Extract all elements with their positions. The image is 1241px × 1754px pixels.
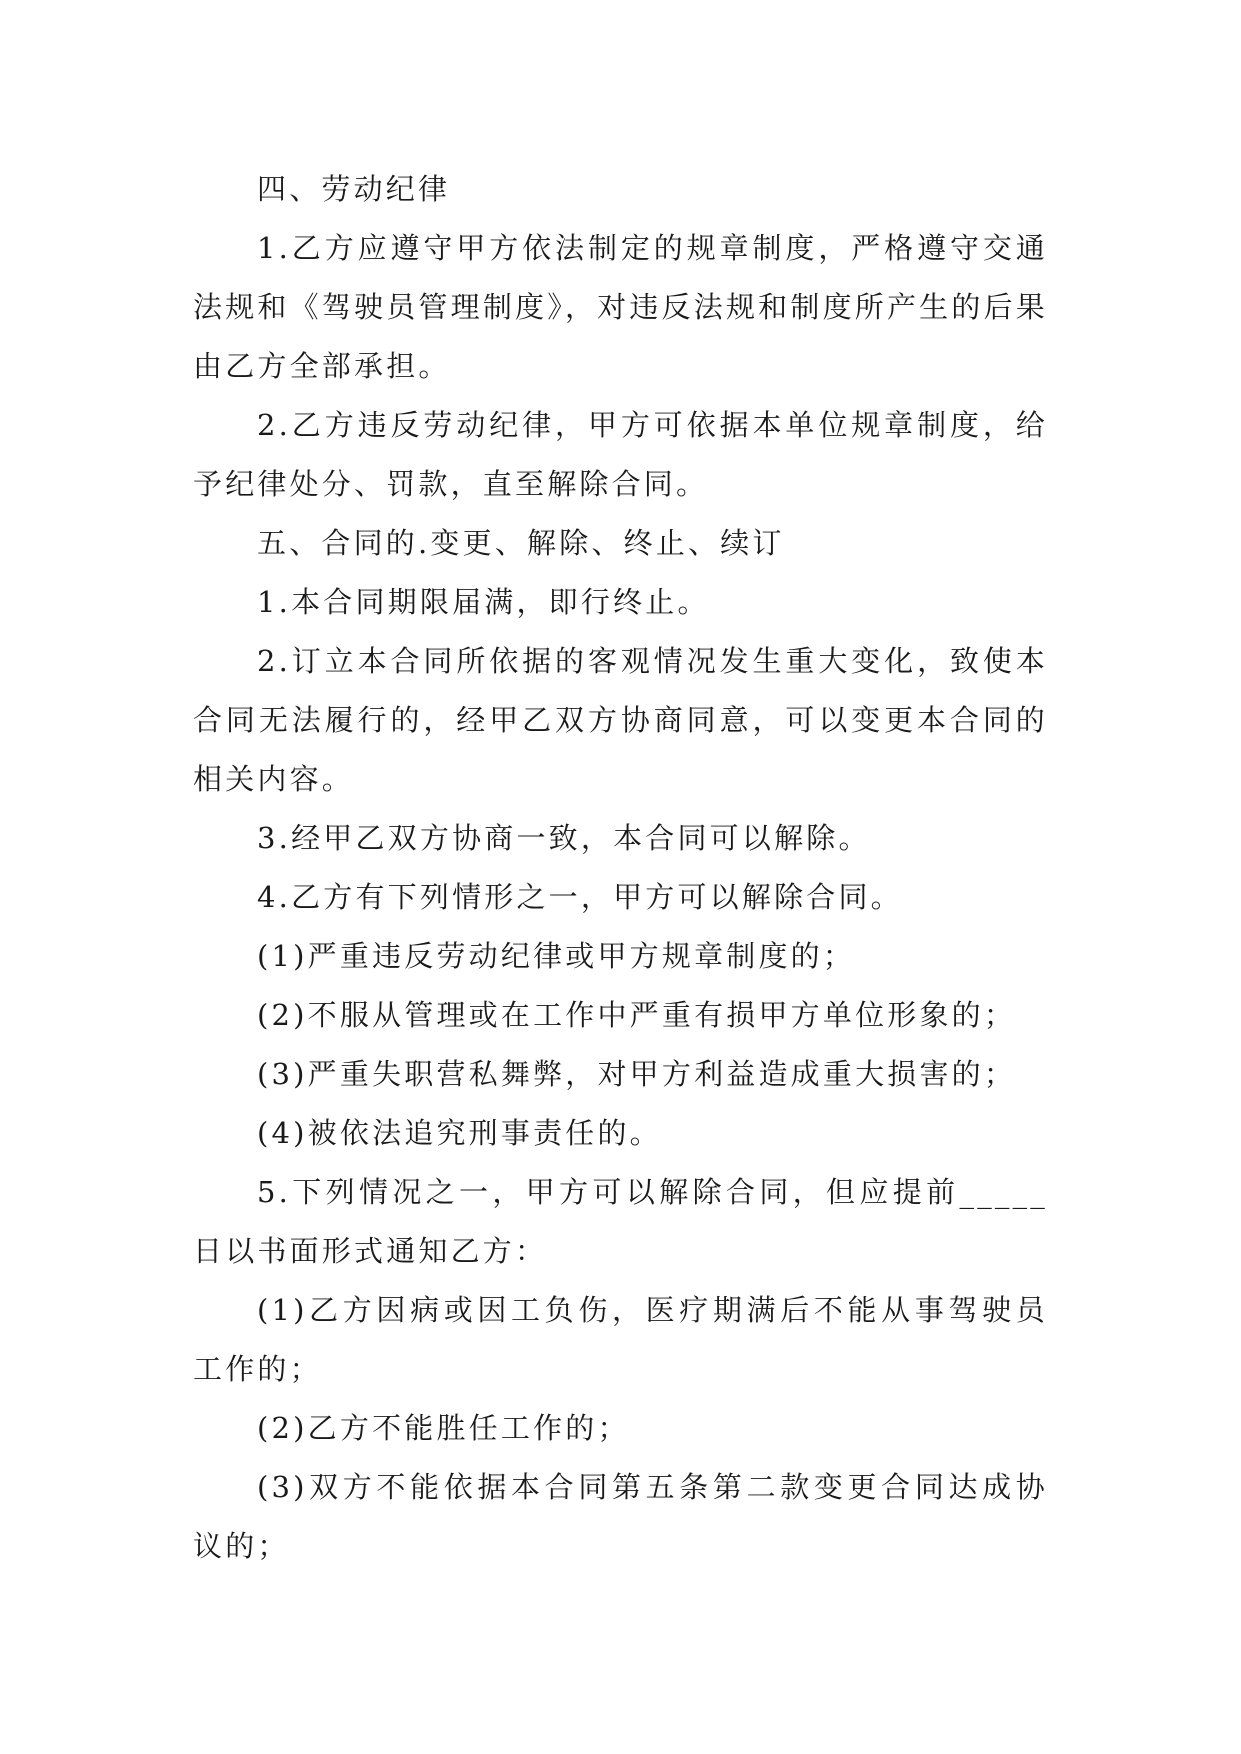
clause-5-1: 1.本合同期限届满，即行终止。	[257, 585, 710, 619]
clause-5-4-item-4: (4)被依法追究刑事责任的。	[257, 1116, 662, 1150]
clause-5-4-item-1: (1)严重违反劳动纪律或甲方规章制度的；	[257, 939, 856, 973]
section-heading-contract-changes: 五、合同的.变更、解除、终止、续订	[257, 526, 785, 560]
clause-4-2: 2.乙方违反劳动纪律，甲方可依据本单位规章制度，给予纪律处分、罚款，直至解除合同。	[193, 408, 1048, 501]
clause-5-5-item-3: (3)双方不能依据本合同第五条第二款变更合同达成协议的；	[193, 1470, 1048, 1563]
clause-5-4: 4.乙方有下列情形之一，甲方可以解除合同。	[257, 880, 903, 914]
clause-5-4-item-2: (2)不服从管理或在工作中严重有损甲方单位形象的；	[257, 998, 1017, 1032]
document-body	[193, 160, 1048, 1576]
clause-5-5-item-1: (1)乙方因病或因工负伤，医疗期满后不能从事驾驶员工作的；	[193, 1293, 1048, 1386]
section-heading-labor-discipline: 四、劳动纪律	[257, 172, 451, 206]
clause-5-3: 3.经甲乙双方协商一致，本合同可以解除。	[257, 821, 871, 855]
clause-5-5-item-2: (2)乙方不能胜任工作的；	[257, 1411, 630, 1445]
clause-5-4-item-3: (3)严重失职营私舞弊，对甲方利益造成重大损害的；	[257, 1057, 1017, 1091]
clause-4-1: 1.乙方应遵守甲方依法制定的规章制度，严格遵守交通法规和《驾驶员管理制度》，对违反法规和制度所产生的后果由乙方全部承担。	[193, 231, 1048, 383]
clause-5-5: 5.下列情况之一，甲方可以解除合同，但应提前_____日以书面形式通知乙方：	[193, 1175, 1048, 1268]
clause-5-2: 2.订立本合同所依据的客观情况发生重大变化，致使本合同无法履行的，经甲乙双方协商同意，可以变更本合同的相关内容。	[193, 644, 1048, 796]
